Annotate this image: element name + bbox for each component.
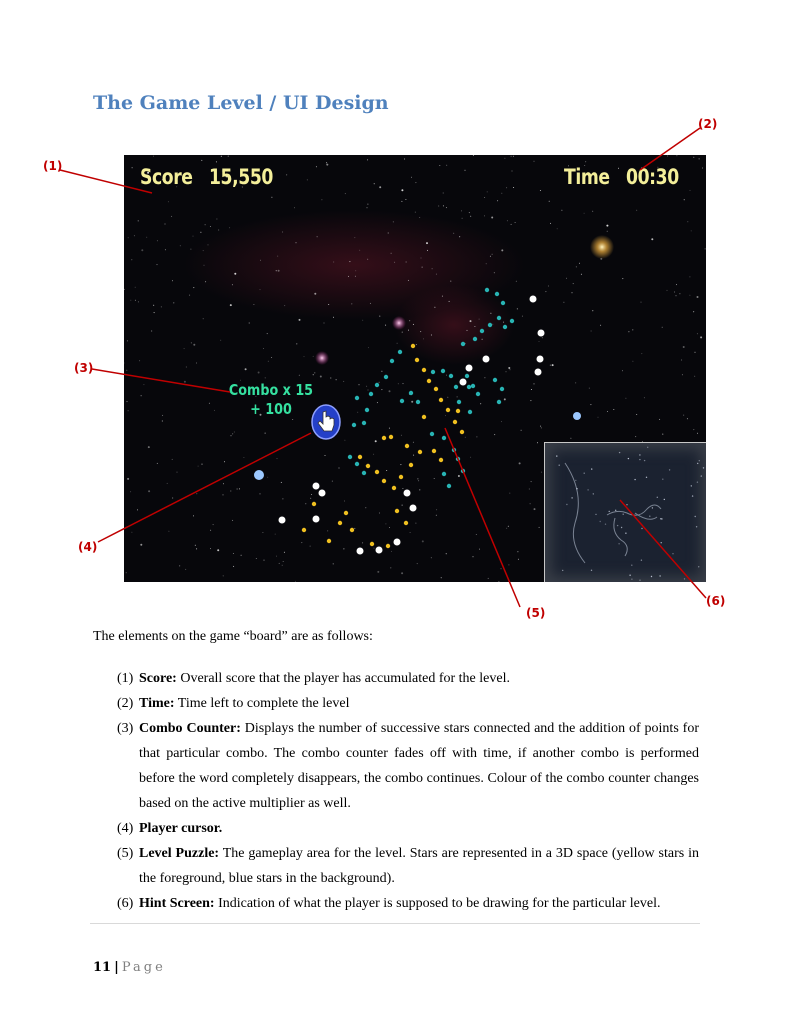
- hint-constellation-image: [545, 443, 706, 582]
- item-term: Hint Screen:: [139, 896, 215, 911]
- hint-screen: [544, 442, 706, 582]
- white-star[interactable]: [313, 516, 320, 523]
- blue-star[interactable]: [355, 396, 359, 400]
- blue-star[interactable]: [471, 384, 475, 388]
- blue-star[interactable]: [375, 383, 379, 387]
- white-star[interactable]: [357, 548, 364, 555]
- blue-star[interactable]: [473, 337, 477, 341]
- nebula-star: [315, 351, 329, 365]
- score-value: 15,550: [208, 165, 273, 189]
- white-star[interactable]: [466, 365, 473, 372]
- item-term: Player cursor.: [139, 821, 223, 836]
- white-star[interactable]: [279, 517, 286, 524]
- yellow-star[interactable]: [418, 450, 422, 454]
- yellow-star[interactable]: [389, 435, 393, 439]
- white-star[interactable]: [313, 483, 320, 490]
- white-star[interactable]: [483, 356, 490, 363]
- yellow-star[interactable]: [327, 539, 331, 543]
- blue-star[interactable]: [447, 484, 451, 488]
- yellow-star[interactable]: [358, 455, 362, 459]
- list-item: [117, 841, 699, 891]
- item-term: Level Puzzle:: [139, 846, 220, 861]
- yellow-star[interactable]: [366, 464, 370, 468]
- list-item: [117, 891, 699, 916]
- yellow-star[interactable]: [460, 430, 464, 434]
- yellow-star[interactable]: [405, 444, 409, 448]
- blue-star[interactable]: [442, 472, 446, 476]
- blue-star[interactable]: [398, 350, 402, 354]
- yellow-star[interactable]: [302, 528, 306, 532]
- blue-star[interactable]: [485, 288, 489, 292]
- white-star[interactable]: [376, 547, 383, 554]
- blue-star[interactable]: [497, 400, 501, 404]
- yellow-star[interactable]: [370, 542, 374, 546]
- item-number: (4): [117, 821, 134, 836]
- yellow-star[interactable]: [375, 470, 379, 474]
- list-item: [117, 691, 699, 716]
- blue-star[interactable]: [416, 400, 420, 404]
- yellow-star[interactable]: [415, 358, 419, 362]
- item-term: Time:: [139, 696, 175, 711]
- blue-star[interactable]: [400, 399, 404, 403]
- blue-star[interactable]: [461, 342, 465, 346]
- page-word: Page: [121, 960, 166, 975]
- yellow-star[interactable]: [350, 528, 354, 532]
- white-star[interactable]: [404, 490, 411, 497]
- blue-star[interactable]: [348, 455, 352, 459]
- yellow-star[interactable]: [338, 521, 342, 525]
- blue-star[interactable]: [461, 469, 465, 473]
- callout-3: (3): [74, 361, 94, 375]
- white-star[interactable]: [535, 369, 542, 376]
- yellow-star[interactable]: [382, 436, 386, 440]
- blue-star[interactable]: [390, 359, 394, 363]
- white-star[interactable]: [538, 330, 545, 337]
- item-term: Score:: [139, 671, 177, 686]
- blue-star[interactable]: [452, 448, 456, 452]
- game-screenshot: [124, 155, 706, 582]
- callout-5: (5): [526, 606, 546, 620]
- blue-star[interactable]: [476, 392, 480, 396]
- yellow-star[interactable]: [432, 449, 436, 453]
- yellow-star[interactable]: [399, 475, 403, 479]
- time-label: Time: [564, 165, 610, 189]
- combo-points-text: + 100: [250, 400, 292, 418]
- yellow-star[interactable]: [434, 387, 438, 391]
- yellow-star[interactable]: [386, 544, 390, 548]
- blue-star[interactable]: [362, 471, 366, 475]
- callout-4: (4): [78, 540, 98, 554]
- item-description: Time left to complete the level: [174, 696, 350, 711]
- white-star[interactable]: [410, 505, 417, 512]
- blue-star[interactable]: [468, 410, 472, 414]
- time-display: [564, 165, 679, 189]
- white-star[interactable]: [319, 490, 326, 497]
- elements-intro: The elements on the game “board” are as follows:: [93, 629, 373, 644]
- list-item: [117, 716, 699, 816]
- callout-2: (2): [698, 117, 718, 131]
- item-description: The gameplay area for the level. Stars are represented in a 3D space (yellow stars in the foreground, blue stars in the background).: [139, 846, 700, 886]
- item-number: (5): [117, 846, 134, 861]
- yellow-star[interactable]: [456, 409, 460, 413]
- white-star[interactable]: [530, 296, 537, 303]
- page-number: 11: [93, 960, 112, 975]
- item-description: Displays the number of successive stars connected and the addition of points for that particular combo. The combo counter fades off with time, if another combo is performed before the word completely disappears, the combo continues. Colour of the combo counter changes based on the active multiplier as well.: [139, 721, 699, 811]
- blue-bright-star: [254, 470, 264, 480]
- bright-star: [590, 235, 614, 259]
- yellow-star[interactable]: [409, 463, 413, 467]
- yellow-star[interactable]: [439, 398, 443, 402]
- blue-star[interactable]: [467, 385, 471, 389]
- combo-counter: [224, 381, 318, 419]
- nebula-star: [392, 316, 406, 330]
- score-display: [140, 165, 273, 189]
- yellow-star[interactable]: [453, 420, 457, 424]
- yellow-star[interactable]: [382, 479, 386, 483]
- blue-star[interactable]: [449, 374, 453, 378]
- yellow-star[interactable]: [446, 408, 450, 412]
- blue-star[interactable]: [454, 385, 458, 389]
- yellow-star[interactable]: [312, 502, 316, 506]
- item-description: Overall score that the player has accumulated for the level.: [176, 671, 510, 686]
- white-star[interactable]: [537, 356, 544, 363]
- callout-6: (6): [706, 594, 726, 608]
- blue-star[interactable]: [493, 378, 497, 382]
- item-term: Combo Counter:: [139, 721, 241, 736]
- item-description: Indication of what the player is supposed to be drawing for the particular level.: [214, 896, 661, 911]
- blue-star[interactable]: [495, 292, 499, 296]
- blue-star[interactable]: [369, 392, 373, 396]
- elements-list: [117, 666, 699, 916]
- yellow-star[interactable]: [344, 511, 348, 515]
- player-cursor-icon[interactable]: [311, 404, 341, 440]
- footer-divider: [90, 923, 700, 924]
- blue-star[interactable]: [409, 391, 413, 395]
- yellow-star[interactable]: [422, 415, 426, 419]
- blue-star[interactable]: [510, 319, 514, 323]
- yellow-star[interactable]: [392, 486, 396, 490]
- blue-star[interactable]: [442, 436, 446, 440]
- blue-star[interactable]: [500, 387, 504, 391]
- blue-star[interactable]: [430, 432, 434, 436]
- white-star[interactable]: [394, 539, 401, 546]
- footer-separator: |: [114, 960, 119, 975]
- blue-star[interactable]: [480, 329, 484, 333]
- blue-star[interactable]: [456, 457, 460, 461]
- yellow-star[interactable]: [395, 509, 399, 513]
- yellow-star[interactable]: [439, 458, 443, 462]
- yellow-star[interactable]: [427, 379, 431, 383]
- yellow-star[interactable]: [404, 521, 408, 525]
- blue-star[interactable]: [457, 400, 461, 404]
- blue-star[interactable]: [362, 421, 366, 425]
- blue-star[interactable]: [431, 370, 435, 374]
- blue-star[interactable]: [465, 374, 469, 378]
- item-number: (3): [117, 721, 134, 736]
- time-value: 00:30: [626, 165, 679, 189]
- blue-star[interactable]: [384, 375, 388, 379]
- callout-1: (1): [43, 159, 63, 173]
- list-item: [117, 816, 699, 841]
- blue-star[interactable]: [352, 423, 356, 427]
- blue-star[interactable]: [501, 301, 505, 305]
- white-star[interactable]: [460, 379, 467, 386]
- yellow-star[interactable]: [422, 368, 426, 372]
- blue-star[interactable]: [497, 316, 501, 320]
- yellow-star[interactable]: [411, 344, 415, 348]
- section-heading: The Game Level / UI Design: [93, 92, 389, 114]
- blue-star[interactable]: [488, 323, 492, 327]
- blue-bright-star: [573, 412, 581, 420]
- blue-star[interactable]: [441, 369, 445, 373]
- page-footer: [93, 960, 166, 975]
- item-number: (6): [117, 896, 134, 911]
- list-item: [117, 666, 699, 691]
- score-label: Score: [140, 165, 193, 189]
- item-number: (1): [117, 671, 134, 686]
- item-number: (2): [117, 696, 134, 711]
- combo-count-text: Combo x 15: [228, 381, 314, 399]
- blue-star[interactable]: [355, 462, 359, 466]
- blue-star[interactable]: [365, 408, 369, 412]
- blue-star[interactable]: [503, 325, 507, 329]
